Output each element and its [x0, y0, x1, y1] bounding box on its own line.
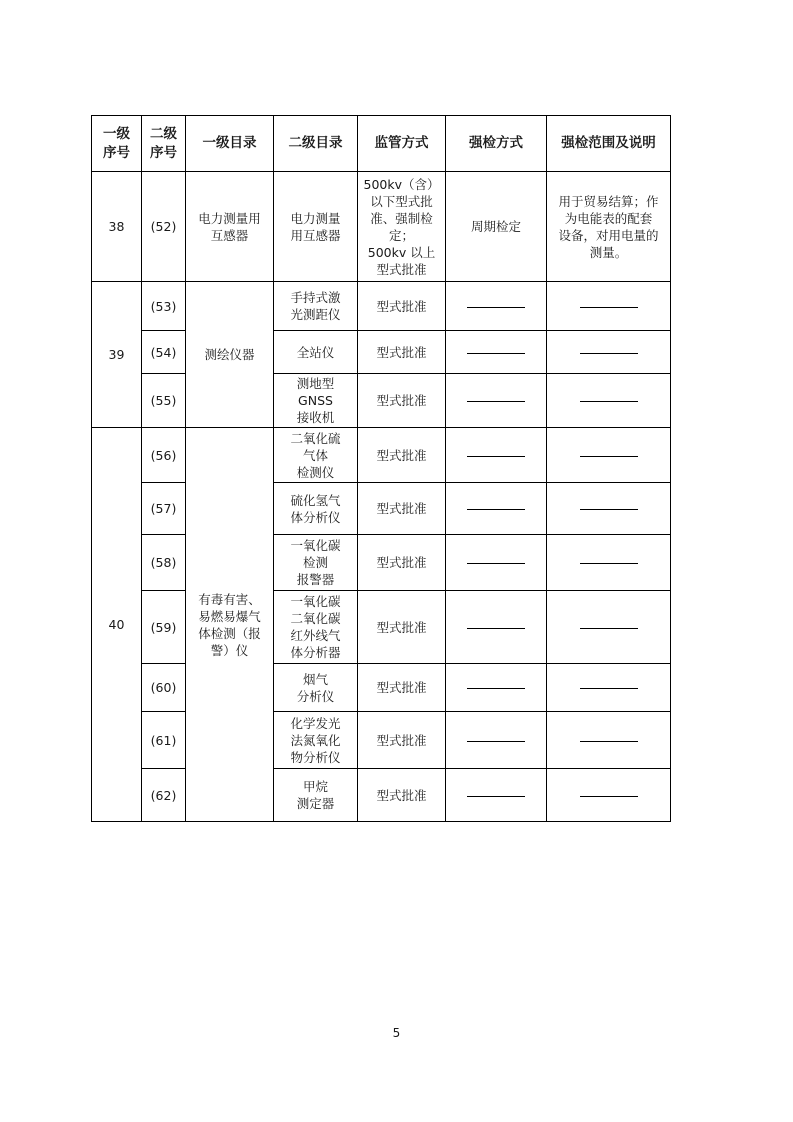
header-level1-catalog: 一级目录	[186, 116, 274, 172]
supervision-method: 型式批准	[358, 374, 446, 428]
level2-catalog: 电力测量 用互感器	[274, 172, 358, 282]
level2-no: (52)	[142, 172, 186, 282]
level2-no: (56)	[142, 428, 186, 483]
level2-no: (53)	[142, 282, 186, 331]
dash-line	[580, 688, 638, 689]
table-row	[92, 483, 671, 535]
level2-catalog: 甲烷 测定器	[274, 769, 358, 822]
scope-description	[547, 591, 671, 664]
dash-line	[467, 688, 525, 689]
level2-no: (61)	[142, 712, 186, 769]
level2-no: (62)	[142, 769, 186, 822]
level1-catalog: 测绘仪器	[186, 282, 274, 428]
scope-description	[547, 331, 671, 374]
header-inspection: 强检方式	[446, 116, 547, 172]
table-row	[92, 172, 671, 282]
supervision-method: 型式批准	[358, 535, 446, 591]
level1-catalog: 有毒有害、 易燃易爆气 体检测（报 警）仪	[186, 428, 274, 822]
level2-catalog: 化学发光 法氮氧化 物分析仪	[274, 712, 358, 769]
dash-line	[580, 456, 638, 457]
inspection-method	[446, 535, 547, 591]
scope-description	[547, 374, 671, 428]
table-row	[92, 664, 671, 712]
supervision-method: 型式批准	[358, 282, 446, 331]
dash-line	[467, 796, 525, 797]
level2-catalog: 测地型 GNSS 接收机	[274, 374, 358, 428]
level1-catalog: 电力测量用 互感器	[186, 172, 274, 282]
dash-line	[580, 628, 638, 629]
scope-description	[547, 712, 671, 769]
inspection-method	[446, 428, 547, 483]
level1-no: 40	[92, 428, 142, 822]
dash-line	[580, 307, 638, 308]
level2-no: (60)	[142, 664, 186, 712]
supervision-method: 型式批准	[358, 331, 446, 374]
metrology-catalog-table	[91, 115, 671, 822]
scope-description	[547, 282, 671, 331]
table-row	[92, 374, 671, 428]
table-row	[92, 331, 671, 374]
table-row	[92, 712, 671, 769]
header-scope: 强检范围及说明	[547, 116, 671, 172]
header-level2-catalog: 二级目录	[274, 116, 358, 172]
dash-line	[580, 796, 638, 797]
inspection-method: 周期检定	[446, 172, 547, 282]
header-supervision: 监管方式	[358, 116, 446, 172]
supervision-method: 型式批准	[358, 664, 446, 712]
table-row	[92, 769, 671, 822]
header-row	[92, 116, 671, 172]
supervision-method: 型式批准	[358, 769, 446, 822]
scope-description	[547, 664, 671, 712]
supervision-method: 型式批准	[358, 591, 446, 664]
inspection-method	[446, 331, 547, 374]
table-row	[92, 535, 671, 591]
scope-description	[547, 769, 671, 822]
level2-no: (55)	[142, 374, 186, 428]
level2-catalog: 烟气 分析仪	[274, 664, 358, 712]
level2-no: (57)	[142, 483, 186, 535]
dash-line	[580, 563, 638, 564]
inspection-method	[446, 483, 547, 535]
inspection-method	[446, 591, 547, 664]
level2-no: (54)	[142, 331, 186, 374]
dash-line	[467, 509, 525, 510]
table-row	[92, 282, 671, 331]
header-level1-no: 一级 序号	[92, 116, 142, 172]
inspection-method	[446, 664, 547, 712]
inspection-method	[446, 769, 547, 822]
level2-no: (58)	[142, 535, 186, 591]
page-number: 5	[392, 1026, 401, 1040]
scope-description	[547, 483, 671, 535]
scope-description: 用于贸易结算；作 为电能表的配套 设备，对用电量的 测量。	[547, 172, 671, 282]
dash-line	[467, 353, 525, 354]
dash-line	[467, 456, 525, 457]
level2-catalog: 二氧化硫 气体 检测仪	[274, 428, 358, 483]
supervision-method: 型式批准	[358, 428, 446, 483]
dash-line	[580, 401, 638, 402]
dash-line	[467, 628, 525, 629]
inspection-method	[446, 282, 547, 331]
dash-line	[467, 563, 525, 564]
dash-line	[580, 509, 638, 510]
supervision-method: 型式批准	[358, 712, 446, 769]
supervision-method: 型式批准	[358, 483, 446, 535]
dash-line	[467, 307, 525, 308]
header-level2-no: 二级 序号	[142, 116, 186, 172]
inspection-method	[446, 374, 547, 428]
level2-catalog: 全站仪	[274, 331, 358, 374]
table-row	[92, 428, 671, 483]
dash-line	[467, 401, 525, 402]
level1-no: 39	[92, 282, 142, 428]
level1-no: 38	[92, 172, 142, 282]
dash-line	[467, 741, 525, 742]
dash-line	[580, 353, 638, 354]
level2-catalog: 一氧化碳 二氧化碳 红外线气 体分析器	[274, 591, 358, 664]
level2-catalog: 硫化氢气 体分析仪	[274, 483, 358, 535]
dash-line	[580, 741, 638, 742]
scope-description	[547, 535, 671, 591]
level2-no: (59)	[142, 591, 186, 664]
table-row	[92, 591, 671, 664]
supervision-method: 500kv（含） 以下型式批 准、强制检 定； 500kv 以上 型式批准	[358, 172, 446, 282]
level2-catalog: 手持式激 光测距仪	[274, 282, 358, 331]
inspection-method	[446, 712, 547, 769]
scope-description	[547, 428, 671, 483]
level2-catalog: 一氧化碳 检测 报警器	[274, 535, 358, 591]
